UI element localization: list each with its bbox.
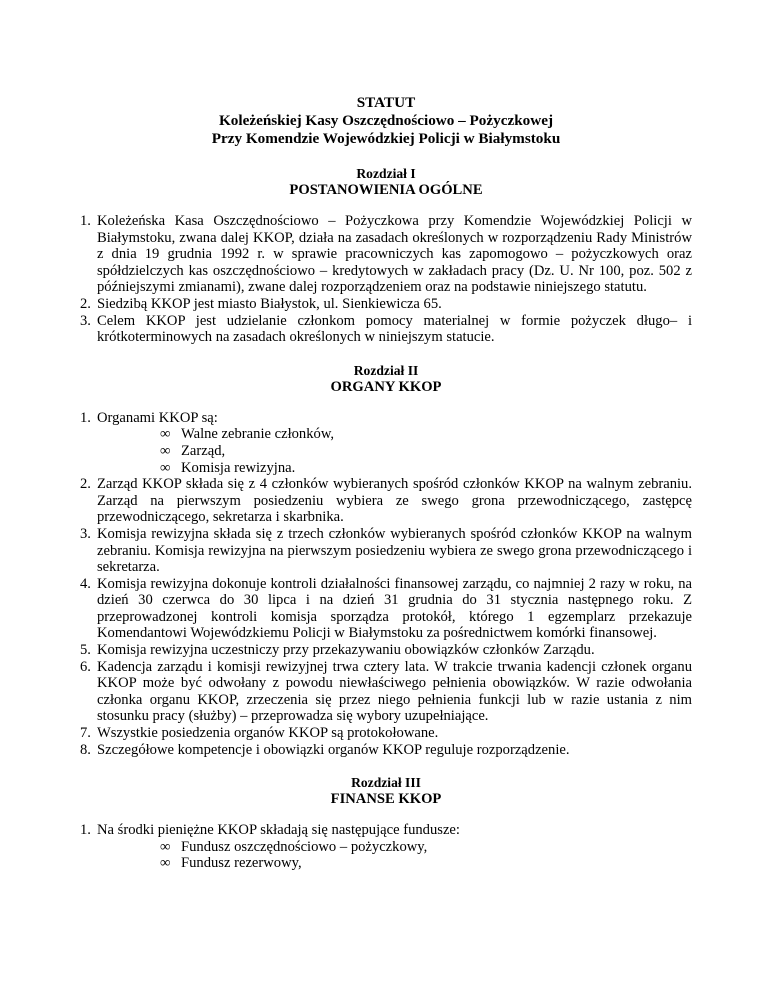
chapter-name: ORGANY KKOP [330,378,442,395]
chapter-2 [80,363,692,758]
list-item: 2. Siedzibą KKOP jest miasto Białystok, ul. Sienkiewicza 65. [80,295,442,312]
bullet-item: ∞ Zarząd, [160,442,226,459]
list-item: 7. Wszystkie posiedzenia organów KKOP są protokołowane. [80,725,439,742]
infinity-bullet-icon: ∞ [160,855,171,872]
list-item: 1. Koleżeńska Kasa Oszczędnościowo – Pożyczkowa przy Komendzie Wojewódzkiej Policji w Białymstoku, zwana dalej KKOP, działa na zasadach określonych w rozporządzeniu Rady Ministrów z dnia 19 grudnia 1992 r. w sprawie pracowniczych kas zapomogowo – pożyczkowych oraz spółdzielczych kas oszczędnościowo – kredytowych w zakładach pracy (Dz. U. Nr 100, poz. 502 z późniejszymi zmianami), zwane dalej rozporządzeniem oraz na podstawie niniejszego statutu. [80,213,692,296]
infinity-bullet-icon: ∞ [160,838,171,855]
list-item: 1. Na środki pieniężne KKOP składają się następujące fundusze: ∞ Fundusz oszczędnościowo – pożyczkowy, ∞ Fundusz rezerwowy, [80,822,692,872]
chapter-1 [80,166,692,346]
infinity-bullet-icon: ∞ [160,442,171,459]
chapter-heading [80,363,692,396]
bullet-item: ∞ Komisja rewizyjna. [160,459,296,476]
bullet-item: ∞ Walne zebranie członków, [160,426,335,443]
infinity-bullet-icon: ∞ [160,426,171,443]
chapter-3 [80,775,692,872]
document-page [80,94,692,872]
document-title [80,94,692,148]
chapter-heading [80,166,692,199]
chapter-heading [80,775,692,808]
chapter-label: Rozdział III [351,775,421,791]
chapter-3-list [80,822,692,872]
chapter-1-list [80,213,692,346]
list-item: 5. Komisja rewizyjna uczestniczy przy przekazywaniu obowiązków członków Zarządu. [80,642,595,659]
chapter-name: POSTANOWIENIA OGÓLNE [289,182,483,198]
list-item: 1. Organami KKOP są: ∞ Walne zebranie członków, ∞ Zarząd, ∞ Komisja rewizyjna. [80,410,692,476]
list-item: 3. Komisja rewizyjna składa się z trzech członków wybieranych spośród członków KKOP na walnym zebraniu. Komisja rewizyjna na pierwszym posiedzeniu wybiera ze swego grona przewodniczącego i sekretarza. [80,525,692,576]
chapter-2-list [80,410,692,758]
bullet-item: ∞ Fundusz rezerwowy, [160,855,302,872]
title-line-3: Przy Komendzie Wojewódzkiej Policji w Białymstoku [211,130,561,147]
infinity-bullet-icon: ∞ [160,459,171,476]
list-item: 8. Szczegółowe kompetencje i obowiązki organów KKOP reguluje rozporządzenie. [80,741,570,758]
list-item: 6. Kadencja zarządu i komisji rewizyjnej trwa cztery lata. W trakcie trwania kadencji członek organu KKOP może być odwołany z powodu niewłaściwego pełnienia obowiązków. W razie odwołania członka organu KKOP, zrzeczenia się przez niego pełnienia funkcji lub w razie ustania z nim stosunku pracy (służby) – przeprowadza się wybory uzupełniające. [80,658,692,725]
bullet-item: ∞ Fundusz oszczędnościowo – pożyczkowy, [160,838,428,855]
list-item: 4. Komisja rewizyjna dokonuje kontroli działalności finansowej zarządu, co najmniej 2 razy w roku, na dzień 30 czerwca do 30 lipca i na dzień 31 grudnia do 31 stycznia następnego roku. Z przeprowadzonej kontroli komisja sporządza protokół, którego 1 egzemplarz przekazuje Komendantowi Wojewódzkiemu Policji w Białymstoku za pośrednictwem komórki finansowej. [80,575,692,642]
chapter-name: FINANSE KKOP [330,791,442,808]
chapter-label: Rozdział I [356,166,416,181]
title-line-2: Koleżeńskiej Kasy Oszczędnościowo – Pożyczkowej [218,112,554,129]
chapter-label: Rozdział II [353,362,419,378]
title-line-1: STATUT [356,94,416,111]
bullet-list [97,839,692,872]
list-item: 3. Celem KKOP jest udzielanie członkom pomocy materialnej w formie pożyczek długo– i krótkoterminowych na zasadach określonych w niniejszym statucie. [80,312,692,346]
list-item: 2. Zarząd KKOP składa się z 4 członków wybieranych spośród członków KKOP na walnym zebraniu. Zarząd na pierwszym posiedzeniu wybiera ze swego grona przewodniczącego, zastępcę przewodniczącego, sekretarza i skarbnika. [80,476,692,526]
bullet-list [97,426,692,476]
